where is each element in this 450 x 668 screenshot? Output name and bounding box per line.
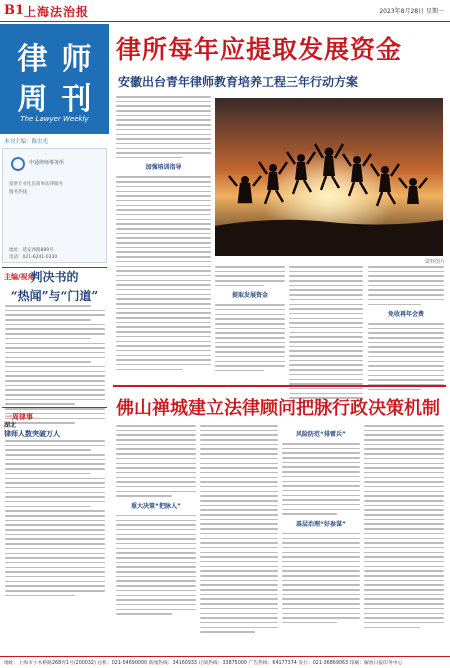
article2-column-3 (282, 425, 360, 627)
section-divider (113, 385, 446, 387)
briefs-header (2, 407, 107, 421)
ad-org-name: 申通律师事务所 (29, 160, 65, 166)
article2-column-1 (116, 425, 196, 618)
law-firm-ad (2, 148, 107, 263)
section-heading: 风险防范“排雷兵” (296, 431, 346, 438)
law-firm-logo-icon (11, 157, 25, 171)
article-column-1 (116, 96, 211, 373)
logo-english: The Lawyer Weekly (20, 115, 89, 123)
article2-column-4 (364, 425, 444, 631)
main-headline: 律所每年应提取发展资金 (116, 35, 403, 64)
commentary-title (2, 268, 107, 304)
section-logo (0, 24, 109, 134)
brief-body (5, 440, 105, 599)
sunset-jumping-people-image (215, 98, 443, 256)
logo-line-2: 周刊 (17, 82, 106, 117)
issue-date: 2023年8月28日 星期一 (379, 8, 444, 15)
ad-phone: 电话：021-6241-0330 (9, 255, 58, 260)
footer-info: 地址：上海市小木桥路268弄1号(200032) 总机：021-54690000 新闻热线：34160933 订阅热线：33875000 广告热线：64177374 发行：021-36869063 印刷：解放日报印务中心 (0, 656, 450, 668)
section-heading: 重大决策“把脉人” (131, 502, 181, 510)
photo-caption: 资料图片 (425, 259, 446, 265)
section-heading: 提取发展资金 (231, 292, 268, 300)
article-column-2 (215, 266, 285, 375)
chief-editor: 本刊主编：陈宏光 (4, 139, 49, 145)
section-heading: 基层治理“好参谋” (296, 520, 346, 528)
article2-column-2 (200, 425, 278, 636)
section-heading: 加强培训指导 (145, 164, 182, 172)
column-tag: 主编/视角 (4, 273, 35, 281)
section-heading: 免收再年会费 (387, 311, 424, 318)
commentary-title-line-2: “热闻”与“门道” (10, 289, 99, 303)
logo-line-1: 律师 (17, 42, 106, 77)
commentary-body (5, 305, 105, 427)
commentary-title-line-1: 判决书的 (30, 270, 79, 284)
article-photo (215, 98, 443, 256)
ad-line: 提供专业化民商事法律服务 (9, 182, 63, 187)
second-headline: 佛山禅城建立法律顾问把脉行政决策机制 (116, 398, 440, 419)
page-number: B1 (4, 3, 25, 18)
ad-address: 地址：延安西路889号 (9, 248, 54, 253)
article-column-4 (368, 266, 444, 393)
ad-line: 服务热线 (9, 190, 27, 195)
main-subhead: 安徽出台青年律师教育培养工程三年行动方案 (118, 75, 359, 89)
brief-title: 律师人数突破万人 (4, 430, 60, 438)
masthead (0, 0, 450, 22)
brief-region: 湖北 (4, 422, 17, 429)
newspaper-name: 上海法治报 (24, 5, 90, 19)
briefs-label: 一周律事 (5, 413, 33, 421)
